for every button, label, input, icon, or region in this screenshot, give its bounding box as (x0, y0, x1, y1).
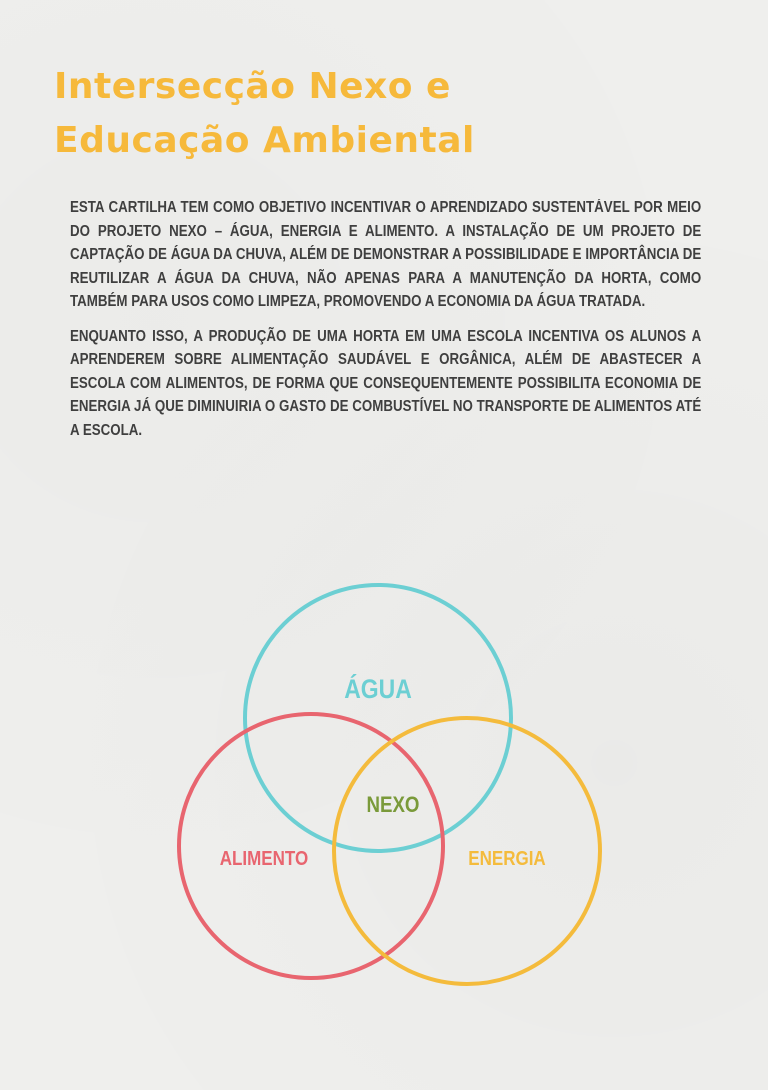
nexo-label: NEXO (366, 793, 420, 818)
title-line-1: Intersecção Nexo e (54, 66, 451, 107)
paragraph-1: ESTA CARTILHA TEM COMO OBJETIVO INCENTIVAR O APRENDIZADO SUSTENTÁVEL POR MEIO DO PROJETO NEXO – ÁGUA, ENERGIA E ALIMENTO. A INSTALAÇÃO DE UM PROJETO DE CAPTAÇÃO DE ÁGUA DA CHUVA, ALÉM DE DEMONSTRAR A POSSIBILIDADE E IMPORTÂNCIA DE REUTILIZAR A ÁGUA DA CHUVA, NÃO APENAS PARA A MANUTENÇÃO DA HORTA, COMO TAMBÉM PARA USOS COMO LIMPEZA, PROMOVENDO A ECONOMIA DA ÁGUA TRATADA. (70, 199, 702, 310)
title-line-2: Educação Ambiental (54, 120, 475, 161)
paragraph-2: ENQUANTO ISSO, A PRODUÇÃO DE UMA HORTA EM UMA ESCOLA INCENTIVA OS ALUNOS A APRENDEREM SOBRE ALIMENTAÇÃO SAUDÁVEL E ORGÂNICA, ALÉM DE ABASTECER A ESCOLA COM ALIMENTOS, DE FORMA QUE CONSEQUENTEMENTE POSSIBILITA ECONOMIA DE ENERGIA JÁ QUE DIMINUIRIA O GASTO DE COMBUSTÍVEL NO TRANSPORTE DE ALIMENTOS ATÉ A ESCOLA. (70, 327, 702, 439)
agua-label: ÁGUA (344, 674, 412, 705)
alimento-label: ALIMENTO (219, 846, 309, 870)
energia-label: ENERGIA (468, 846, 546, 870)
alimento-circle (179, 714, 443, 978)
